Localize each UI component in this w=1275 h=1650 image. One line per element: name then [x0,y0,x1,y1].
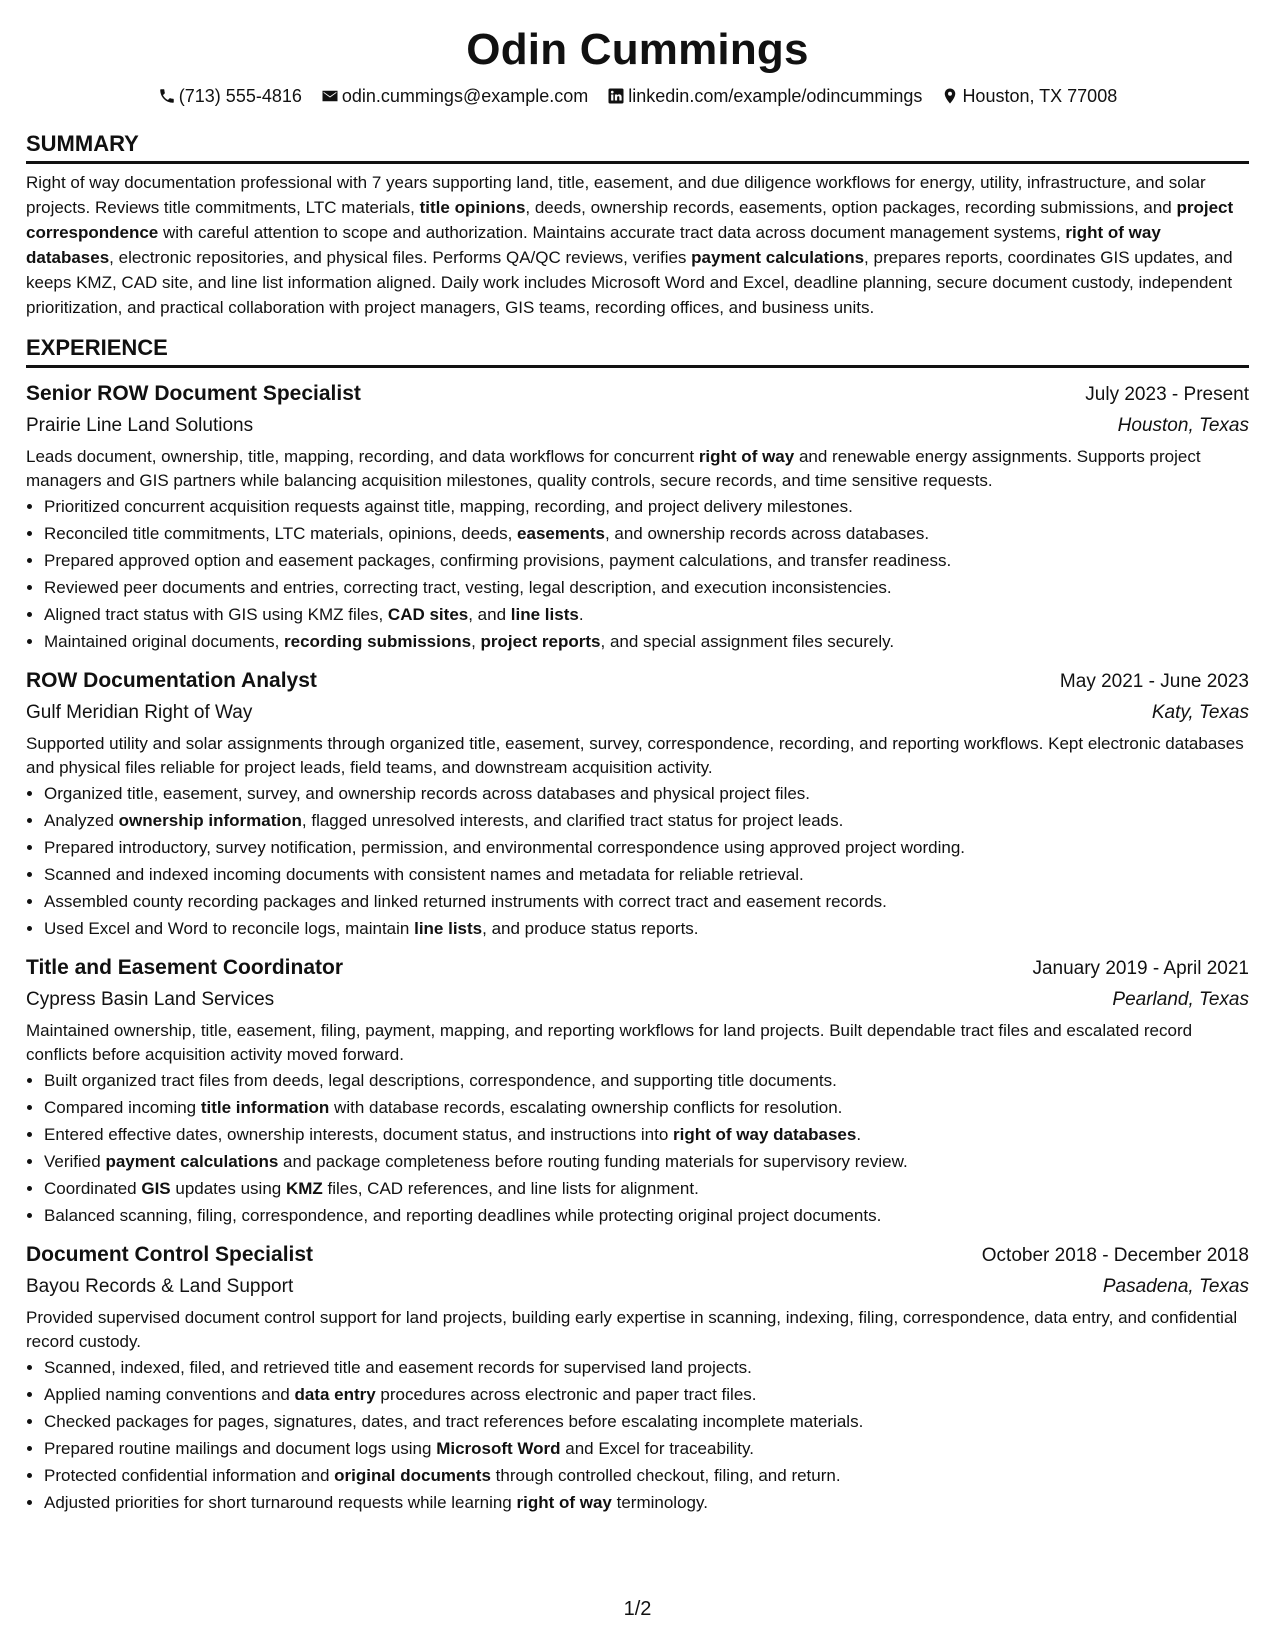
job-bullet: • Entered effective dates, ownership interests, document status, and instructions into right of way databases. [44,1121,1249,1148]
job-location: Pearland, Texas [1112,989,1249,1010]
job-bullet: • Checked packages for pages, signatures, dates, and tract references before escalating incomplete materials. [44,1408,1249,1435]
job-entry [26,1239,1249,1516]
contact-phone [158,84,302,108]
job-title: Document Control Specialist [26,1243,314,1266]
job-bullet: • Assembled county recording packages and linked returned instruments with correct tract and easement records. [44,888,1249,915]
job-description: Leads document, ownership, title, mapping, recording, and data workflows for concurrent right of way and renewable energy assignments. Supports project managers and GIS partners while balancing acquisition milestones, quality controls, secure records, and time sensitive requests. [26,447,1201,490]
contact-linkedin[interactable] [607,84,922,108]
phone-text: (713) 555-4816 [178,86,302,106]
location-text: Houston, TX 77008 [962,86,1118,106]
job-entry [26,952,1249,1229]
email-text[interactable]: odin.cummings@example.com [341,86,589,106]
job-bullet: • Organized title, easement, survey, and ownership records across databases and physical project files. [44,780,1249,807]
map-pin-icon [941,87,959,105]
job-bullet: • Maintained original documents, recording submissions, project reports, and special assignment files securely. [44,628,1249,655]
job-company: Bayou Records & Land Support [26,1276,294,1297]
job-title: Senior ROW Document Specialist [26,382,361,405]
resume-page [26,0,1249,1516]
job-location: Pasadena, Texas [1102,1276,1249,1297]
job-company: Gulf Meridian Right of Way [26,702,253,723]
job-dates: July 2023 - Present [1085,384,1249,405]
job-bullets [26,780,1249,942]
job-bullet: • Prepared routine mailings and document logs using Microsoft Word and Excel for traceability. [44,1435,1249,1462]
job-dates: May 2021 - June 2023 [1059,671,1249,692]
job-dates: October 2018 - December 2018 [981,1245,1249,1266]
job-bullet: • Adjusted priorities for short turnaround requests while learning right of way terminology. [44,1489,1249,1516]
job-description: Provided supervised document control support for land projects, building early expertise in scanning, indexing, filing, correspondence, data entry, and confidential record custody. [26,1308,1238,1351]
linkedin-icon [607,87,625,105]
job-bullet: • Built organized tract files from deeds, legal descriptions, correspondence, and supporting title documents. [44,1067,1249,1094]
job-description: Maintained ownership, title, easement, filing, payment, mapping, and reporting workflows for land projects. Built dependable tract files and escalated record conflicts before acquisition activity moved forward. [26,1021,1193,1064]
experience-heading: EXPERIENCE [26,334,1249,368]
page-number: 1/2 [623,1598,652,1620]
job-bullet: • Reconciled title commitments, LTC materials, opinions, deeds, easements, and ownership records across databases. [44,520,1249,547]
job-bullet: • Prepared introductory, survey notification, permission, and environmental correspondence using approved project wording. [44,834,1249,861]
candidate-name: Odin Cummings [466,25,809,74]
experience-list [26,378,1249,1516]
job-bullet: • Aligned tract status with GIS using KMZ files, CAD sites, and line lists. [44,601,1249,628]
job-bullets [26,1354,1249,1516]
contact-location [941,84,1117,108]
job-bullet: • Balanced scanning, filing, correspondence, and reporting deadlines while protecting original project documents. [44,1202,1249,1229]
job-bullet: • Compared incoming title information with database records, escalating ownership conflicts for resolution. [44,1094,1249,1121]
job-bullet: • Prioritized concurrent acquisition requests against title, mapping, recording, and project delivery milestones. [44,493,1249,520]
phone-icon [158,87,176,105]
job-company: Prairie Line Land Solutions [26,415,254,436]
job-bullet: • Analyzed ownership information, flagged unresolved interests, and clarified tract status for project leads. [44,807,1249,834]
job-entry [26,665,1249,942]
job-location: Houston, Texas [1117,415,1249,436]
job-bullets [26,1067,1249,1229]
job-bullet: • Prepared approved option and easement packages, confirming provisions, payment calculations, and transfer readiness. [44,547,1249,574]
job-bullet: • Verified payment calculations and package completeness before routing funding materials for supervisory review. [44,1148,1249,1175]
job-bullet: • Coordinated GIS updates using KMZ files, CAD references, and line lists for alignment. [44,1175,1249,1202]
job-location: Katy, Texas [1151,702,1249,723]
contact-email[interactable] [321,84,588,108]
job-description: Supported utility and solar assignments through organized title, easement, survey, correspondence, recording, and reporting workflows. Kept electronic databases and physical files reliable for project leads, field teams, and downstream acquisition activity. [26,734,1244,777]
job-bullet: • Applied naming conventions and data entry procedures across electronic and paper tract files. [44,1381,1249,1408]
summary-heading: SUMMARY [26,130,1249,164]
job-bullet: • Scanned, indexed, filed, and retrieved title and easement records for supervised land projects. [44,1354,1249,1381]
job-entry [26,378,1249,655]
job-bullet: • Protected confidential information and original documents through controlled checkout, filing, and return. [44,1462,1249,1489]
envelope-icon [321,87,339,105]
job-bullet: • Used Excel and Word to reconcile logs, maintain line lists, and produce status reports. [44,915,1249,942]
job-bullet: • Reviewed peer documents and entries, correcting tract, vesting, legal description, and execution inconsistencies. [44,574,1249,601]
linkedin-text[interactable]: linkedin.com/example/odincummings [628,86,923,106]
contact-bar [26,84,1249,108]
job-title: Title and Easement Coordinator [26,956,343,979]
job-title: ROW Documentation Analyst [26,669,317,692]
job-dates: January 2019 - April 2021 [1032,958,1249,979]
job-bullets [26,493,1249,655]
job-bullet: • Scanned and indexed incoming documents with consistent names and metadata for reliable retrieval. [44,861,1249,888]
summary-text: Right of way documentation professional with 7 years supporting land, title, easement, and due diligence workflows for energy, utility, infrastructure, and solar projects. Reviews title commitments, LTC materials, title opinions, deeds, ownership records, easements, option packages, recording submissions, and project correspondence with careful attention to scope and authorization. Maintains accurate tract data across document management systems, right of way databases, electronic repositories, and physical files. Performs QA/QC reviews, verifies payment calculations, prepares reports, coordinates GIS updates, and keeps KMZ, CAD site, and line list information aligned. Daily work includes Microsoft Word and Excel, deadline planning, secure document custody, independent prioritization, and practical collaboration with project managers, GIS teams, recording offices, and business units. [26,173,1234,317]
job-company: Cypress Basin Land Services [26,989,275,1010]
